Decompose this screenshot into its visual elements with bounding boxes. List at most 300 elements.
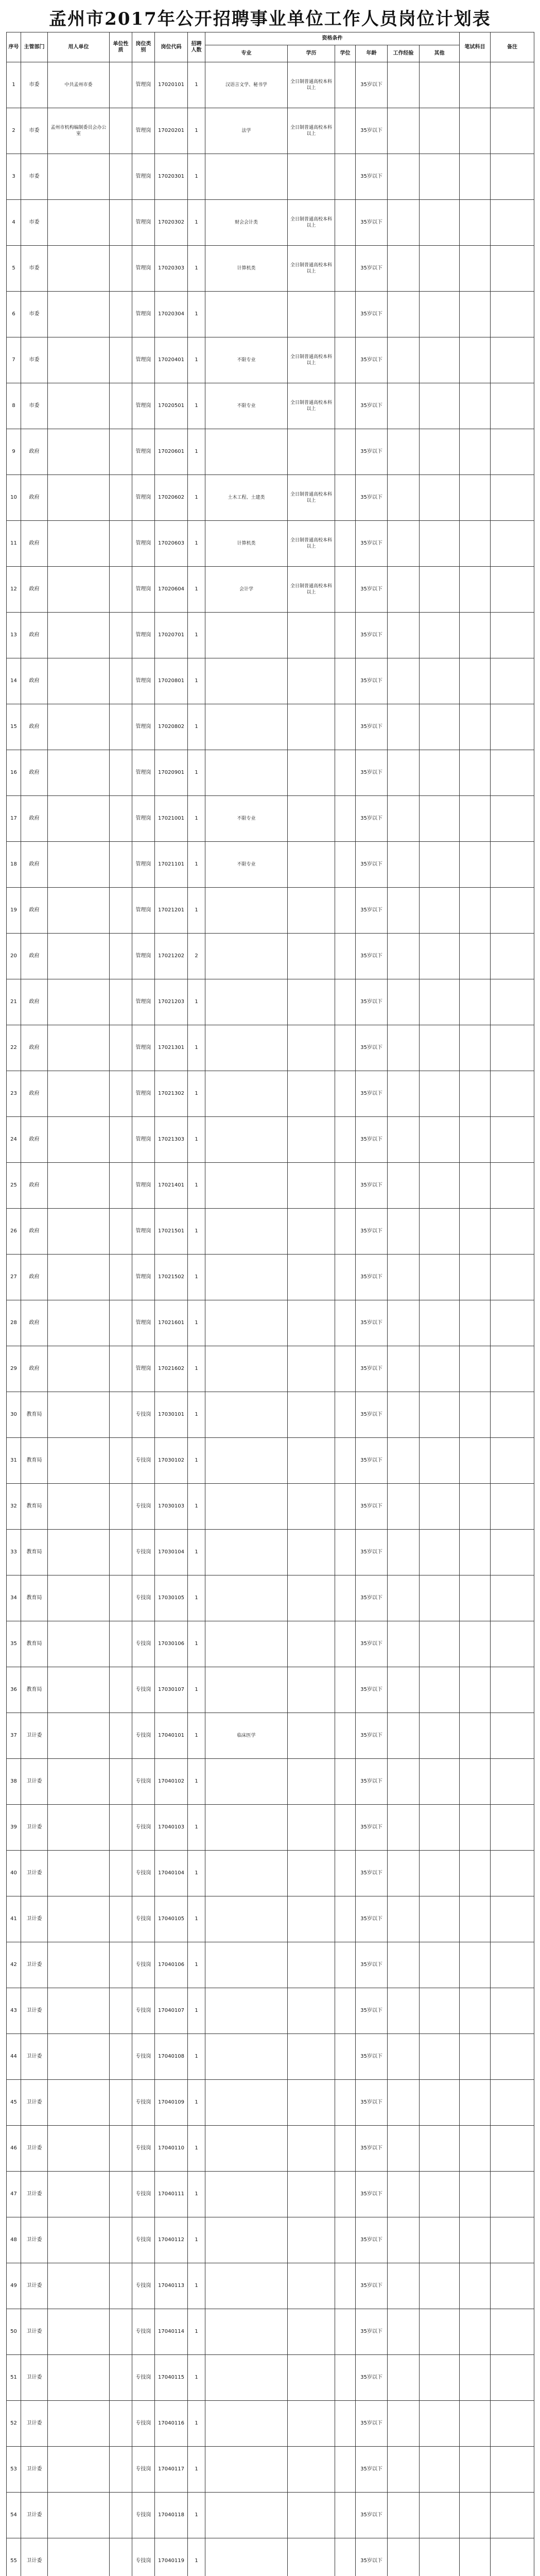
cell-age: 35岁以下 <box>356 1621 388 1667</box>
cell-remark <box>491 2263 534 2309</box>
table-row <box>7 429 534 475</box>
cell-other <box>420 62 460 108</box>
cell-remark <box>491 1117 534 1163</box>
table-row <box>7 1209 534 1255</box>
cell-degree <box>335 1713 356 1759</box>
cell-category: 专技岗 <box>132 2309 155 2355</box>
cell-education <box>288 154 335 200</box>
cell-count: 1 <box>188 337 205 383</box>
table-row <box>7 567 534 613</box>
cell-degree <box>335 1759 356 1805</box>
cell-age: 35岁以下 <box>356 154 388 200</box>
cell-nature <box>110 2355 132 2401</box>
cell-other <box>420 1438 460 1484</box>
cell-degree <box>335 658 356 704</box>
cell-seq: 33 <box>7 1530 21 1575</box>
cell-remark <box>491 1942 534 1988</box>
cell-work-exp <box>388 658 420 704</box>
cell-major <box>205 1621 288 1667</box>
cell-work-exp <box>388 2034 420 2080</box>
cell-count: 1 <box>188 2217 205 2263</box>
cell-unit <box>48 1942 110 1988</box>
table-row <box>7 337 534 383</box>
cell-remark <box>491 1896 534 1942</box>
cell-education <box>288 1025 335 1071</box>
cell-dept: 政府 <box>21 979 48 1025</box>
cell-nature <box>110 2401 132 2447</box>
cell-age: 35岁以下 <box>356 1530 388 1575</box>
cell-major <box>205 1071 288 1117</box>
cell-remark <box>491 1484 534 1530</box>
cell-remark <box>491 2217 534 2263</box>
cell-remark <box>491 1071 534 1117</box>
cell-code: 17020301 <box>155 154 188 200</box>
cell-education <box>288 2172 335 2217</box>
cell-age: 35岁以下 <box>356 2126 388 2172</box>
cell-other <box>420 2172 460 2217</box>
cell-nature <box>110 521 132 567</box>
cell-code: 17021201 <box>155 888 188 934</box>
cell-category: 专技岗 <box>132 2126 155 2172</box>
cell-code: 17021303 <box>155 1117 188 1163</box>
cell-work-exp <box>388 108 420 154</box>
cell-unit <box>48 383 110 429</box>
cell-other <box>420 796 460 842</box>
cell-work-exp <box>388 1805 420 1851</box>
cell-category: 管理岗 <box>132 383 155 429</box>
cell-age: 35岁以下 <box>356 2538 388 2576</box>
cell-seq: 7 <box>7 337 21 383</box>
cell-seq: 17 <box>7 796 21 842</box>
cell-seq: 41 <box>7 1896 21 1942</box>
cell-degree <box>335 1988 356 2034</box>
cell-dept: 教育局 <box>21 1438 48 1484</box>
cell-count: 1 <box>188 1025 205 1071</box>
cell-work-exp <box>388 842 420 888</box>
cell-work-exp <box>388 521 420 567</box>
cell-other <box>420 1300 460 1346</box>
cell-major <box>205 1025 288 1071</box>
cell-nature <box>110 429 132 475</box>
cell-work-exp <box>388 1163 420 1209</box>
header-age: 年龄 <box>356 45 388 62</box>
cell-major <box>205 2401 288 2447</box>
cell-remark <box>491 888 534 934</box>
cell-category: 专技岗 <box>132 2355 155 2401</box>
cell-seq: 1 <box>7 62 21 108</box>
cell-nature <box>110 2263 132 2309</box>
cell-education <box>288 1530 335 1575</box>
cell-category: 管理岗 <box>132 1300 155 1346</box>
cell-nature <box>110 475 132 521</box>
cell-dept: 政府 <box>21 1163 48 1209</box>
cell-dept: 卫计委 <box>21 2309 48 2355</box>
cell-other <box>420 475 460 521</box>
cell-education <box>288 1988 335 2034</box>
table-row <box>7 934 534 979</box>
cell-exam <box>460 1805 491 1851</box>
cell-seq: 5 <box>7 246 21 292</box>
cell-unit <box>48 2355 110 2401</box>
header-dept: 主管部门 <box>21 32 48 62</box>
cell-seq: 52 <box>7 2401 21 2447</box>
cell-seq: 6 <box>7 292 21 337</box>
cell-age: 35岁以下 <box>356 383 388 429</box>
cell-work-exp <box>388 1851 420 1896</box>
header-education: 学历 <box>288 45 335 62</box>
cell-code: 17020302 <box>155 200 188 246</box>
cell-work-exp <box>388 2355 420 2401</box>
cell-education <box>288 429 335 475</box>
cell-age: 35岁以下 <box>356 934 388 979</box>
cell-seq: 20 <box>7 934 21 979</box>
cell-remark <box>491 613 534 658</box>
cell-dept: 卫计委 <box>21 1942 48 1988</box>
cell-other <box>420 1621 460 1667</box>
cell-age: 35岁以下 <box>356 704 388 750</box>
cell-age: 35岁以下 <box>356 567 388 613</box>
cell-code: 17040109 <box>155 2080 188 2126</box>
cell-education <box>288 1942 335 1988</box>
cell-dept: 卫计委 <box>21 2538 48 2576</box>
cell-code: 17020101 <box>155 62 188 108</box>
cell-remark <box>491 1346 534 1392</box>
cell-category: 专技岗 <box>132 1484 155 1530</box>
cell-work-exp <box>388 796 420 842</box>
cell-dept: 卫计委 <box>21 1851 48 1896</box>
cell-nature <box>110 62 132 108</box>
cell-nature <box>110 1209 132 1255</box>
cell-code: 17020401 <box>155 337 188 383</box>
table-row <box>7 1851 534 1896</box>
cell-seq: 48 <box>7 2217 21 2263</box>
cell-count: 1 <box>188 383 205 429</box>
cell-nature <box>110 750 132 796</box>
cell-unit <box>48 154 110 200</box>
cell-education <box>288 1392 335 1438</box>
table-row <box>7 1942 534 1988</box>
cell-exam <box>460 613 491 658</box>
cell-education <box>288 1209 335 1255</box>
cell-nature <box>110 1805 132 1851</box>
table-row <box>7 1896 534 1942</box>
cell-work-exp <box>388 1942 420 1988</box>
cell-degree <box>335 246 356 292</box>
cell-dept: 卫计委 <box>21 2493 48 2538</box>
cell-major: 临床医学 <box>205 1713 288 1759</box>
cell-other <box>420 2126 460 2172</box>
cell-exam <box>460 429 491 475</box>
cell-remark <box>491 1530 534 1575</box>
header-count: 招聘人数 <box>188 32 205 62</box>
cell-age: 35岁以下 <box>356 1896 388 1942</box>
cell-major <box>205 292 288 337</box>
cell-remark <box>491 934 534 979</box>
cell-seq: 8 <box>7 383 21 429</box>
cell-work-exp <box>388 2493 420 2538</box>
cell-dept: 教育局 <box>21 1484 48 1530</box>
cell-code: 17040110 <box>155 2126 188 2172</box>
cell-category: 管理岗 <box>132 1071 155 1117</box>
cell-education <box>288 934 335 979</box>
cell-work-exp <box>388 2217 420 2263</box>
cell-unit <box>48 658 110 704</box>
cell-unit <box>48 2538 110 2576</box>
cell-remark <box>491 1805 534 1851</box>
cell-category: 专技岗 <box>132 1988 155 2034</box>
cell-age: 35岁以下 <box>356 1255 388 1300</box>
table-row <box>7 796 534 842</box>
cell-degree <box>335 1300 356 1346</box>
cell-category: 专技岗 <box>132 2263 155 2309</box>
cell-degree <box>335 2034 356 2080</box>
cell-age: 35岁以下 <box>356 337 388 383</box>
cell-remark <box>491 1621 534 1667</box>
cell-category: 管理岗 <box>132 979 155 1025</box>
cell-age: 35岁以下 <box>356 1759 388 1805</box>
cell-education <box>288 1759 335 1805</box>
cell-degree <box>335 200 356 246</box>
cell-count: 1 <box>188 1896 205 1942</box>
cell-remark <box>491 1392 534 1438</box>
cell-education <box>288 658 335 704</box>
table-row <box>7 1346 534 1392</box>
cell-exam <box>460 1667 491 1713</box>
cell-dept: 政府 <box>21 1209 48 1255</box>
cell-dept: 卫计委 <box>21 1896 48 1942</box>
cell-exam <box>460 2080 491 2126</box>
cell-dept: 政府 <box>21 750 48 796</box>
cell-other <box>420 108 460 154</box>
cell-nature <box>110 383 132 429</box>
cell-other <box>420 1942 460 1988</box>
cell-exam <box>460 1988 491 2034</box>
cell-seq: 3 <box>7 154 21 200</box>
cell-nature <box>110 1575 132 1621</box>
cell-nature <box>110 1759 132 1805</box>
cell-other <box>420 2401 460 2447</box>
cell-count: 1 <box>188 1117 205 1163</box>
cell-remark <box>491 1851 534 1896</box>
cell-unit <box>48 2447 110 2493</box>
cell-dept: 政府 <box>21 613 48 658</box>
cell-exam <box>460 2126 491 2172</box>
cell-nature <box>110 842 132 888</box>
header-major: 专业 <box>205 45 288 62</box>
cell-major <box>205 1346 288 1392</box>
cell-unit <box>48 979 110 1025</box>
cell-education <box>288 704 335 750</box>
cell-degree <box>335 337 356 383</box>
cell-nature <box>110 1025 132 1071</box>
cell-age: 35岁以下 <box>356 2447 388 2493</box>
cell-major <box>205 613 288 658</box>
cell-degree <box>335 2080 356 2126</box>
cell-code: 17040105 <box>155 1896 188 1942</box>
cell-major <box>205 1255 288 1300</box>
cell-category: 专技岗 <box>132 1851 155 1896</box>
cell-seq: 11 <box>7 521 21 567</box>
cell-degree <box>335 1621 356 1667</box>
cell-count: 1 <box>188 613 205 658</box>
cell-seq: 43 <box>7 1988 21 2034</box>
cell-nature <box>110 1346 132 1392</box>
cell-count: 1 <box>188 1346 205 1392</box>
cell-exam <box>460 1438 491 1484</box>
cell-category: 管理岗 <box>132 475 155 521</box>
cell-major: 不限专业 <box>205 796 288 842</box>
cell-count: 1 <box>188 979 205 1025</box>
cell-dept: 市委 <box>21 200 48 246</box>
cell-work-exp <box>388 2538 420 2576</box>
cell-exam <box>460 2447 491 2493</box>
cell-work-exp <box>388 475 420 521</box>
cell-count: 1 <box>188 1071 205 1117</box>
cell-code: 17040111 <box>155 2172 188 2217</box>
cell-seq: 38 <box>7 1759 21 1805</box>
cell-degree <box>335 1071 356 1117</box>
cell-major: 法学 <box>205 108 288 154</box>
cell-remark <box>491 842 534 888</box>
cell-degree <box>335 1392 356 1438</box>
cell-age: 35岁以下 <box>356 2263 388 2309</box>
cell-unit <box>48 842 110 888</box>
cell-unit <box>48 1621 110 1667</box>
cell-code: 17020601 <box>155 429 188 475</box>
cell-count: 1 <box>188 1621 205 1667</box>
cell-major <box>205 2538 288 2576</box>
cell-category: 管理岗 <box>132 934 155 979</box>
cell-education <box>288 1117 335 1163</box>
cell-code: 17021101 <box>155 842 188 888</box>
cell-dept: 政府 <box>21 1117 48 1163</box>
cell-education <box>288 979 335 1025</box>
cell-exam <box>460 1163 491 1209</box>
cell-other <box>420 1667 460 1713</box>
cell-degree <box>335 521 356 567</box>
cell-work-exp <box>388 337 420 383</box>
cell-dept: 卫计委 <box>21 1988 48 2034</box>
cell-major <box>205 1896 288 1942</box>
cell-education <box>288 750 335 796</box>
cell-nature <box>110 1530 132 1575</box>
cell-degree <box>335 108 356 154</box>
table-row <box>7 658 534 704</box>
cell-category: 管理岗 <box>132 796 155 842</box>
cell-education <box>288 888 335 934</box>
cell-other <box>420 1759 460 1805</box>
cell-remark <box>491 704 534 750</box>
table-row <box>7 2447 534 2493</box>
cell-seq: 46 <box>7 2126 21 2172</box>
cell-major <box>205 2034 288 2080</box>
cell-category: 专技岗 <box>132 1805 155 1851</box>
cell-exam <box>460 1117 491 1163</box>
cell-age: 35岁以下 <box>356 292 388 337</box>
table-row <box>7 2355 534 2401</box>
header-exam: 笔试科目 <box>460 32 491 62</box>
cell-degree <box>335 383 356 429</box>
cell-count: 1 <box>188 521 205 567</box>
cell-count: 1 <box>188 750 205 796</box>
cell-code: 17020603 <box>155 521 188 567</box>
cell-nature <box>110 2493 132 2538</box>
cell-nature <box>110 567 132 613</box>
cell-major <box>205 750 288 796</box>
cell-unit <box>48 613 110 658</box>
cell-major: 汉语言文学、秘书学 <box>205 62 288 108</box>
cell-degree <box>335 613 356 658</box>
cell-count: 1 <box>188 2080 205 2126</box>
cell-exam <box>460 1942 491 1988</box>
cell-code: 17020602 <box>155 475 188 521</box>
cell-category: 管理岗 <box>132 1209 155 1255</box>
cell-degree <box>335 1575 356 1621</box>
cell-code: 17021302 <box>155 1071 188 1117</box>
table-row <box>7 2538 534 2576</box>
table-row <box>7 62 534 108</box>
cell-code: 17020802 <box>155 704 188 750</box>
cell-nature <box>110 2034 132 2080</box>
cell-degree <box>335 62 356 108</box>
cell-work-exp <box>388 1713 420 1759</box>
cell-count: 1 <box>188 2493 205 2538</box>
cell-age: 35岁以下 <box>356 613 388 658</box>
cell-remark <box>491 750 534 796</box>
table-row <box>7 2217 534 2263</box>
cell-code: 17020304 <box>155 292 188 337</box>
cell-other <box>420 1025 460 1071</box>
cell-degree <box>335 154 356 200</box>
cell-degree <box>335 1025 356 1071</box>
cell-nature <box>110 2447 132 2493</box>
cell-code: 17021203 <box>155 979 188 1025</box>
cell-category: 管理岗 <box>132 154 155 200</box>
cell-education <box>288 2355 335 2401</box>
cell-education <box>288 2034 335 2080</box>
cell-age: 35岁以下 <box>356 1346 388 1392</box>
cell-nature <box>110 2172 132 2217</box>
table-row <box>7 1805 534 1851</box>
cell-major <box>205 1988 288 2034</box>
cell-nature <box>110 1896 132 1942</box>
table-row <box>7 2263 534 2309</box>
cell-exam <box>460 337 491 383</box>
cell-unit: 孟州市机构编制委员会办公室 <box>48 108 110 154</box>
cell-count: 1 <box>188 154 205 200</box>
cell-unit <box>48 934 110 979</box>
cell-work-exp <box>388 934 420 979</box>
cell-count: 1 <box>188 2309 205 2355</box>
cell-code: 17040103 <box>155 1805 188 1851</box>
cell-major <box>205 1438 288 1484</box>
cell-count: 1 <box>188 1988 205 2034</box>
cell-work-exp <box>388 1530 420 1575</box>
cell-exam <box>460 2355 491 2401</box>
cell-unit <box>48 1805 110 1851</box>
cell-education: 全日制普通高校本科以上 <box>288 246 335 292</box>
cell-category: 专技岗 <box>132 2538 155 2576</box>
cell-unit <box>48 475 110 521</box>
cell-degree <box>335 1530 356 1575</box>
cell-degree <box>335 1484 356 1530</box>
cell-remark <box>491 2538 534 2576</box>
cell-education: 全日制普通高校本科以上 <box>288 521 335 567</box>
cell-seq: 14 <box>7 658 21 704</box>
cell-category: 管理岗 <box>132 613 155 658</box>
cell-dept: 政府 <box>21 429 48 475</box>
cell-age: 35岁以下 <box>356 200 388 246</box>
